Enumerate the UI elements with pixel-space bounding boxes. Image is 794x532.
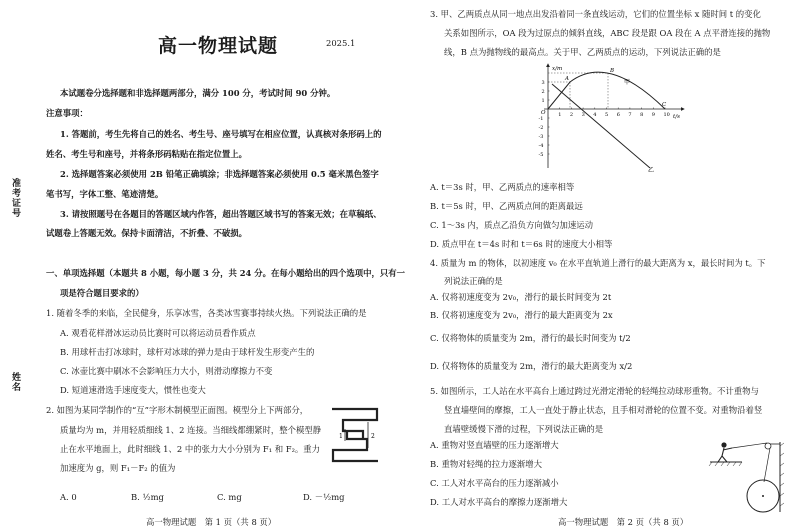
q1-stem: 1. 随着冬季的来临，全民健身，乐享冰雪，各类冰雪赛事持续火热。下列说法正确的是: [46, 308, 367, 318]
q5-stem-line: 5. 如图所示，工人站在水平高台上通过跨过光滑定滑轮的轻绳拉动球形重物。不计重物与: [430, 386, 759, 396]
q5-stem-line: 竖直墙壁间的摩擦，工人一直处于静止状态，且手相对滑轮的位置不变。对重物沿着竖: [444, 405, 763, 415]
series-yi-label: 乙: [648, 167, 655, 174]
x-tick-label: 9: [651, 112, 655, 118]
note-line: 2. 选择题答案必须使用 2B 铅笔正确填涂；非选择题答案必须使用 0.5 毫米黑色签字: [60, 169, 379, 179]
page-footer: 高一物理试题 第 2 页（共 8 页）: [558, 517, 689, 527]
intro-text: 本试题卷分选择题和非选择题两部分，满分 100 分，考试时间 90 分钟。: [60, 88, 336, 98]
q2-model-figure: [330, 407, 380, 463]
q1-option-d: D. 短道速滑选手速度变大，惯性也变大: [60, 385, 206, 395]
q4-option-d: D. 仅将物体的质量变为 2m，滑行的最大距离变为 x/2: [430, 361, 633, 371]
x-tick-label: 4: [593, 112, 597, 118]
name-label: 姓名: [10, 372, 20, 392]
y-tick-label: -3: [538, 133, 544, 140]
section-heading: 一、单项选择题（本题共 8 小题，每小题 3 分，共 24 分。在每小题给出的四个选项中，只有一: [46, 268, 406, 278]
y-tick-label: -4: [538, 142, 544, 149]
x-axis-label: t/s: [673, 114, 680, 120]
q2-stem-line: 质量均为 m，并用轻质细线 1、2 连接。当细线都绷紧时，整个模型静: [60, 425, 322, 435]
x-tick-label: 6: [616, 112, 620, 118]
notes-heading: 注意事项：: [46, 108, 88, 118]
q3-stem-line: 关系如图所示，OA 段为过原点的倾斜直线，ABC 段是跟 OA 段在 A 点平滑连接的抛物: [444, 28, 771, 38]
q5-option-b: B. 重物对轻绳的拉力逐渐增大: [430, 459, 542, 469]
q2-option-b: B. ½mg: [131, 492, 164, 502]
q3-option-d: D. 质点甲在 t＝4s 时和 t＝6s 时的速度大小相等: [430, 239, 613, 249]
q4-option-b: B. 仅将初速度变为 2v₀，滑行的最大距离变为 2x: [430, 310, 613, 320]
origin-label: O: [541, 110, 546, 116]
y-tick-label: 2: [541, 88, 545, 95]
q4-option-a: A. 仅将初速度变为 2v₀，滑行的最长时间变为 2t: [430, 292, 612, 302]
point-b-label: B: [610, 68, 615, 74]
note-line: 试题卷上答题无效。保持卡面清洁，不折叠、不破损。: [46, 228, 247, 238]
q3-position-time-graph: [538, 60, 688, 178]
worker-head: [721, 442, 726, 447]
q5-pulley-figure: [708, 432, 794, 514]
exam-number-label: 准考证号: [10, 178, 20, 218]
q5-option-a: A. 重物对竖直墙壁的压力逐渐增大: [430, 440, 559, 450]
note-line: 姓名、考生号和座号，并将条形码粘贴在指定位置上。: [46, 149, 247, 159]
q4-option-c: C. 仅将物体的质量变为 2m，滑行的最长时间变为 t/2: [430, 333, 631, 343]
note-line: 笔书写，字体工整、笔迹清楚。: [46, 189, 164, 199]
page-footer: 高一物理试题 第 1 页（共 8 页）: [146, 517, 277, 527]
q1-option-a: A. 观看花样滑冰运动员比赛时可以将运动员看作质点: [60, 328, 256, 338]
q1-option-b: B. 用球杆击打冰球时，球杆对冰球的弹力是由于球杆发生形变产生的: [60, 347, 315, 357]
q2-stem-line: 加速度为 g，则 F₁－F₂ 的值为: [60, 463, 176, 473]
x-tick-label: 7: [628, 112, 632, 118]
page-title: 高一物理试题: [158, 35, 279, 57]
line-1-label: 1: [339, 433, 343, 440]
y-tick-label: -5: [538, 151, 544, 158]
y-tick-label: -2: [538, 124, 544, 131]
y-tick-label: -1: [538, 115, 544, 122]
section-heading-cont: 项是符合题目要求的）: [60, 288, 144, 298]
q3-option-a: A. t＝3s 时，甲、乙两质点的速率相等: [430, 182, 575, 192]
q4-stem-line: 列说法正确的是: [444, 276, 503, 286]
x-tick-label: 5: [605, 112, 609, 118]
line-2-label: 2: [371, 433, 375, 440]
x-tick-label: 2: [569, 112, 574, 118]
x-tick-label: 1: [558, 112, 562, 118]
y-tick-label: 1: [541, 97, 545, 104]
y-axis-label: x/m: [552, 66, 563, 72]
q2-option-c: C. mg: [217, 492, 242, 502]
x-tick-label: 3: [581, 112, 585, 118]
q1-option-c: C. 冰壶比赛中刷冰不会影响压力大小，则滑动摩擦力不变: [60, 366, 273, 376]
exam-date: 2025.1: [326, 38, 356, 48]
y-tick-label: 3: [541, 79, 545, 86]
q2-stem-line: 2. 如图为某同学制作的“互”字形木制模型正面图。模型分上下两部分，: [46, 405, 309, 415]
x-tick-label: 10: [663, 112, 670, 118]
point-c-label: C: [662, 102, 667, 108]
q5-option-c: C. 工人对水平高台的压力逐渐减小: [430, 478, 559, 488]
note-line: 3. 请按照题号在各题目的答题区域内作答，超出答题区域书写的答案无效；在草稿纸、: [60, 209, 382, 219]
q2-stem-line: 止在水平地面上，此时细线 1、2 中的张力大小分别为 F₁ 和 F₂。重力: [60, 444, 321, 454]
q4-stem-line: 4. 质量为 m 的物体，以初速度 v₀ 在水平直轨道上滑行的最大距离为 x，最长时间为 t。下: [430, 258, 766, 268]
note-line: 1. 答题前，考生先将自己的姓名、考生号、座号填写在相应位置，认真核对条形码上的: [60, 129, 382, 139]
point-a-label: A: [565, 76, 569, 82]
q3-option-b: B. t＝5s 时，甲、乙两质点间的距离最远: [430, 201, 583, 211]
q3-option-c: C. 1～3s 内，质点乙沿负方向做匀加速运动: [430, 220, 594, 230]
q5-stem-line: 直墙壁缓慢下滑的过程，下列说法正确的是: [444, 424, 604, 434]
q3-stem-line: 线，B 点为抛物线的最高点。关于甲、乙两质点的运动，下列说法正确的是: [444, 47, 721, 57]
q3-stem-line: 3. 甲、乙两质点从同一地点出发沿着同一条直线运动，它们的位置坐标 x 随时间 t 的变化: [430, 9, 761, 19]
series-jia-label: 甲: [624, 79, 631, 86]
q2-option-a: A. 0: [60, 492, 77, 502]
q2-option-d: D. －½mg: [303, 492, 345, 502]
x-tick-label: 8: [640, 112, 644, 118]
q5-option-d: D. 工人对水平高台的摩擦力逐渐增大: [430, 497, 568, 507]
exam-page-2: [400, 0, 794, 532]
